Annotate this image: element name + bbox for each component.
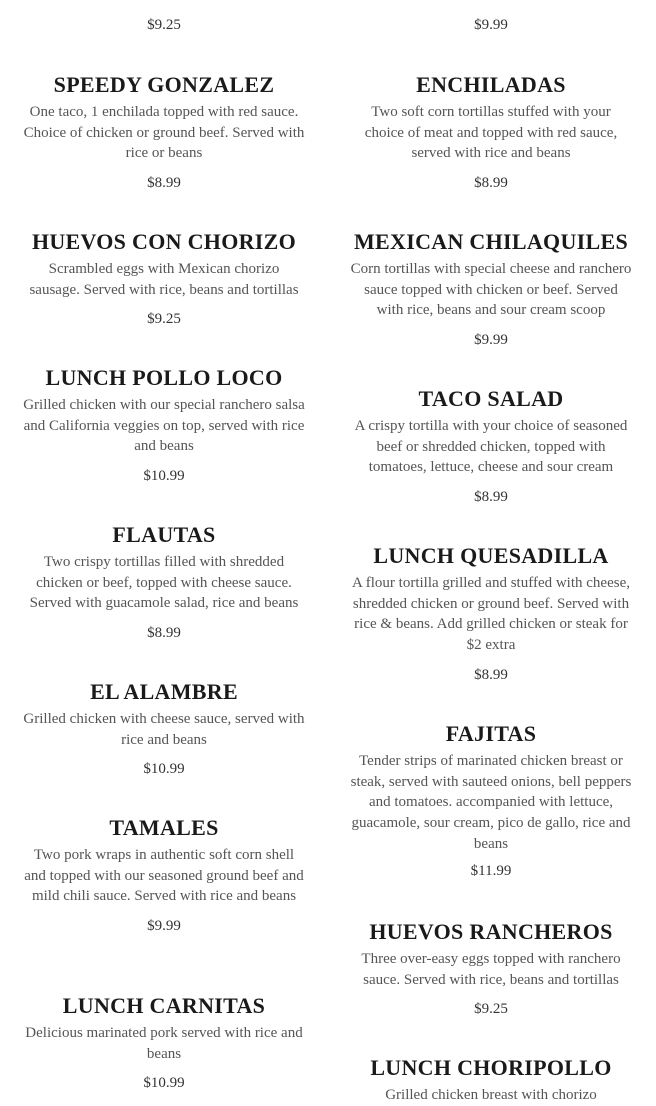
menu-item-enchiladas xyxy=(341,72,641,193)
menu-item-mexican-chilaquiles xyxy=(341,229,641,350)
item-price: $9.25 xyxy=(474,1001,508,1018)
menu-item-lunch-choripollo xyxy=(341,1055,641,1103)
item-price: $8.99 xyxy=(474,666,508,683)
item-description: Grilled chicken breast with chorizo xyxy=(385,1087,597,1103)
item-price: $8.99 xyxy=(147,625,181,642)
item-price: $9.25 xyxy=(147,311,181,328)
item-description: Two pork wraps in authentic soft corn shell and topped with our seasoned ground beef and mild chili sauce. Served with rice and beans xyxy=(24,847,304,905)
item-description: Grilled chicken with cheese sauce, served with rice and beans xyxy=(23,711,305,748)
menu-item-flautas xyxy=(14,522,314,643)
menu-item-taco-salad xyxy=(341,386,641,507)
item-description: Scrambled eggs with Mexican chorizo sausage. Served with rice, beans and tortillas xyxy=(29,261,299,298)
item-description: Grilled chicken with our special ranchero salsa and California veggies on top, served with rice and beans xyxy=(23,397,305,455)
item-price: $9.25 xyxy=(147,17,181,33)
item-description: Corn tortillas with special cheese and ranchero sauce topped with chicken or beef. Served with rice, beans and sour cream scoop xyxy=(350,261,632,319)
item-name: HUEVOS CON CHORIZO xyxy=(31,229,297,254)
item-name: LUNCH CARNITAS xyxy=(62,993,266,1018)
item-name: HUEVOS RANCHEROS xyxy=(369,919,613,944)
item-name: LUNCH POLLO LOCO xyxy=(45,365,283,390)
item-name: MEXICAN CHILAQUILES xyxy=(353,229,629,254)
menu-item-el-alambre xyxy=(14,679,314,779)
item-price: $8.99 xyxy=(474,175,508,192)
item-price: $9.99 xyxy=(474,17,508,33)
item-price: $11.99 xyxy=(470,862,512,879)
item-name: TAMALES xyxy=(109,815,219,840)
menu-item-lunch-quesadilla xyxy=(341,543,641,685)
item-name: FLAUTAS xyxy=(112,522,216,547)
menu-item-huevos-con-chorizo xyxy=(14,229,314,329)
item-name: ENCHILADAS xyxy=(416,72,566,97)
menu-item-speedy-gonzalez xyxy=(14,72,314,193)
menu-item-huevos-rancheros xyxy=(341,919,641,1019)
item-name: EL ALAMBRE xyxy=(90,679,238,704)
item-price: $8.99 xyxy=(147,175,181,192)
item-name: TACO SALAD xyxy=(418,386,564,411)
item-price: $10.99 xyxy=(143,1075,185,1092)
item-description: Two crispy tortillas filled with shredded chicken or beef, topped with cheese sauce. Served with guacamole salad, rice and beans xyxy=(29,554,299,612)
menu-item-lunch-carnitas xyxy=(14,993,314,1093)
item-description: Delicious marinated pork served with rice and beans xyxy=(25,1025,303,1062)
item-price: $8.99 xyxy=(474,489,508,506)
item-description: Tender strips of marinated chicken breast or steak, served with sauteed onions, bell peppers and tomatoes. accompanied with lettuce, guacamole, sour cream, pico de gallo, rice and beans xyxy=(350,753,632,852)
item-name: LUNCH CHORIPOLLO xyxy=(370,1055,612,1080)
item-name: LUNCH QUESADILLA xyxy=(373,543,609,568)
item-description: Three over-easy eggs topped with ranchero sauce. Served with rice, beans and tortillas xyxy=(361,951,621,988)
item-price: $10.99 xyxy=(143,761,185,778)
item-name: SPEEDY GONZALEZ xyxy=(53,72,275,97)
menu-item-fajitas xyxy=(341,721,641,881)
item-price: $10.99 xyxy=(143,468,185,485)
item-name: FAJITAS xyxy=(445,721,537,746)
item-description: A crispy tortilla with your choice of seasoned beef or shredded chicken, topped with tomatoes, lettuce, cheese and sour cream xyxy=(354,418,628,476)
item-description: One taco, 1 enchilada topped with red sauce. Choice of chicken or ground beef. Served with rice or beans xyxy=(23,104,305,162)
menu-item-tamales xyxy=(14,815,314,936)
menu-item-lunch-pollo-loco xyxy=(14,365,314,486)
item-price: $9.99 xyxy=(474,332,508,349)
item-description: A flour tortilla grilled and stuffed with cheese, shredded chicken or ground beef. Served with rice & beans. Add grilled chicken or steak for $2 extra xyxy=(352,575,630,654)
item-description: Two soft corn tortillas stuffed with your choice of meat and topped with red sauce, served with rice and beans xyxy=(364,104,618,162)
item-price: $9.99 xyxy=(147,918,181,935)
